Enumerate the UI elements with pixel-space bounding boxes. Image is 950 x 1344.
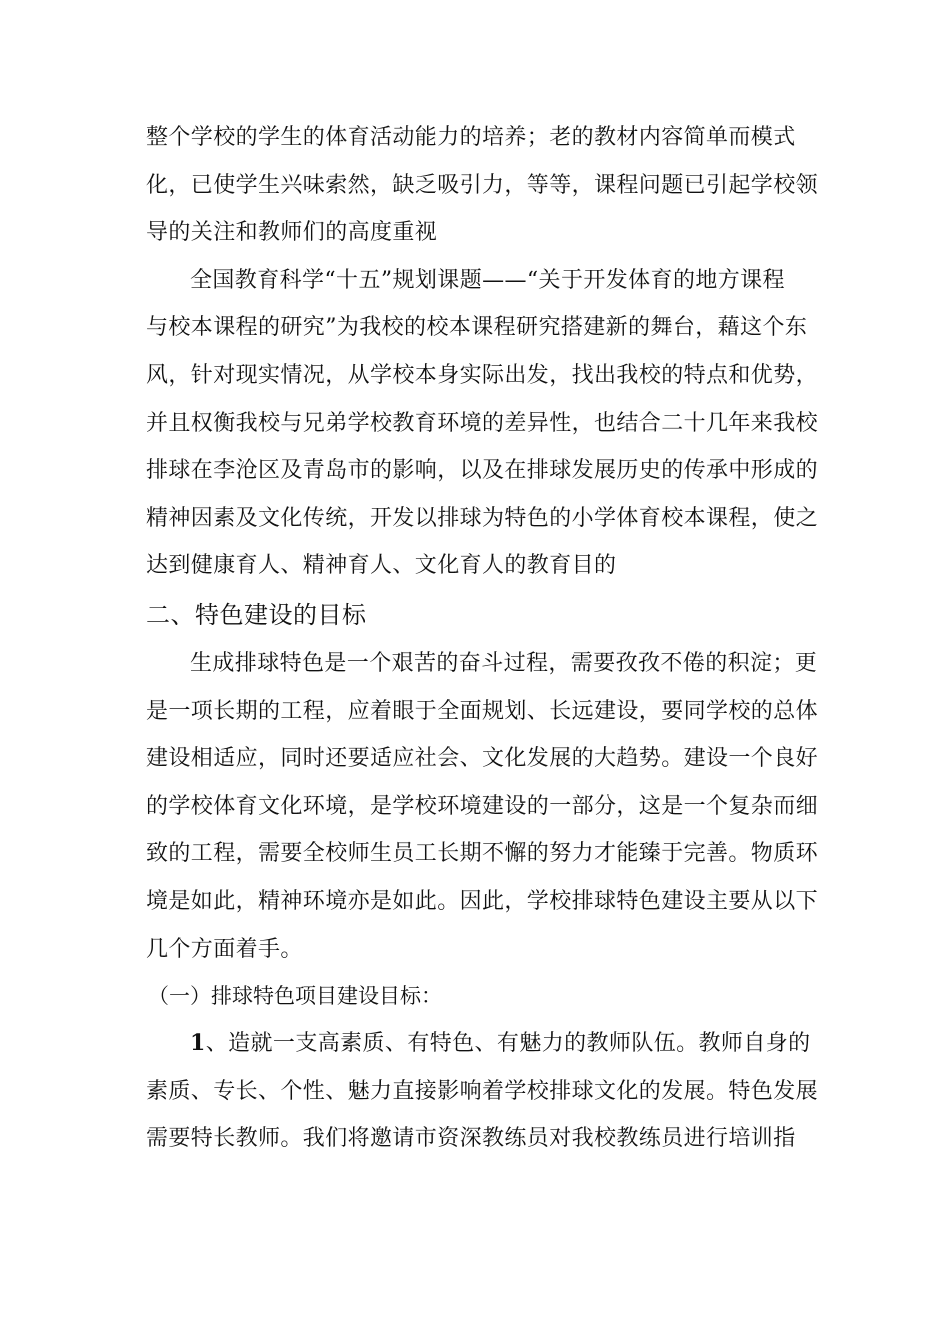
item-number: 1 [190,1030,206,1057]
text-line: 素质、专长、个性、魅力直接影响着学校排球文化的发展。特色发展 [146,1078,819,1104]
text-line: 生成排球特色是一个艰苦的奋斗过程，需要孜孜不倦的积淀；更 [190,650,818,676]
text-line: 的学校体育文化环境，是学校环境建设的一部分，这是一个复杂而细 [146,793,819,819]
subheading: （一）排球特色项目建设目标： [148,984,442,1009]
text-line: 致的工程，需要全校师生员工长期不懈的努力才能臻于完善。物质环 [146,841,819,867]
text-line: 境是如此，精神环境亦是如此。因此，学校排球特色建设主要从以下 [146,888,819,914]
text-line: 化，已使学生兴味索然，缺乏吸引力，等等，课程问题已引起学校领 [146,172,819,198]
document-page [146,114,819,1163]
text-line: 风，针对现实情况，从学校本身实际出发，找出我校的特点和优势， [146,362,819,388]
list-item-1 [146,1020,819,1163]
text-line: 建设相适应，同时还要适应社会、文化发展的大趋势。建设一个良好 [146,746,819,772]
paragraph-intro-tail [146,114,819,257]
text-line [146,1020,810,1068]
text-line: 与校本课程的研究”为我校的校本课程研究搭建新的舞台，藉这个东 [146,315,808,341]
text-line: 全国教育科学“十五”规划课题——“关于开发体育的地方课程 [190,267,785,293]
text-line: 整个学校的学生的体育活动能力的培养；老的教材内容简单而模式 [146,125,796,150]
text-line: 达到健康育人、精神育人、文化育人的教育目的 [146,553,617,579]
paragraph-project [146,257,819,590]
text-line: 是一项长期的工程，应着眼于全面规划、长远建设，要同学校的总体 [146,698,819,724]
text-line: 并且权衡我校与兄弟学校教育环境的差异性，也结合二十几年来我校 [146,410,819,436]
item-text: 、造就一支高素质、有特色、有魅力的教师队伍。教师自身的 [205,1031,811,1057]
text-line: 导的关注和教师们的高度重视 [146,220,438,246]
text-line: 几个方面着手。 [146,936,303,962]
text-line: 需要特长教师。我们将邀请市资深教练员对我校教练员进行培训指 [146,1126,796,1152]
paragraph-goals [146,640,819,973]
text-line: 排球在李沧区及青岛市的影响，以及在排球发展历史的传承中形成的 [146,458,819,484]
text-line: 精神因素及文化传统，开发以排球为特色的小学体育校本课程，使之 [146,505,819,531]
section-heading: 二、特色建设的目标 [146,600,367,629]
